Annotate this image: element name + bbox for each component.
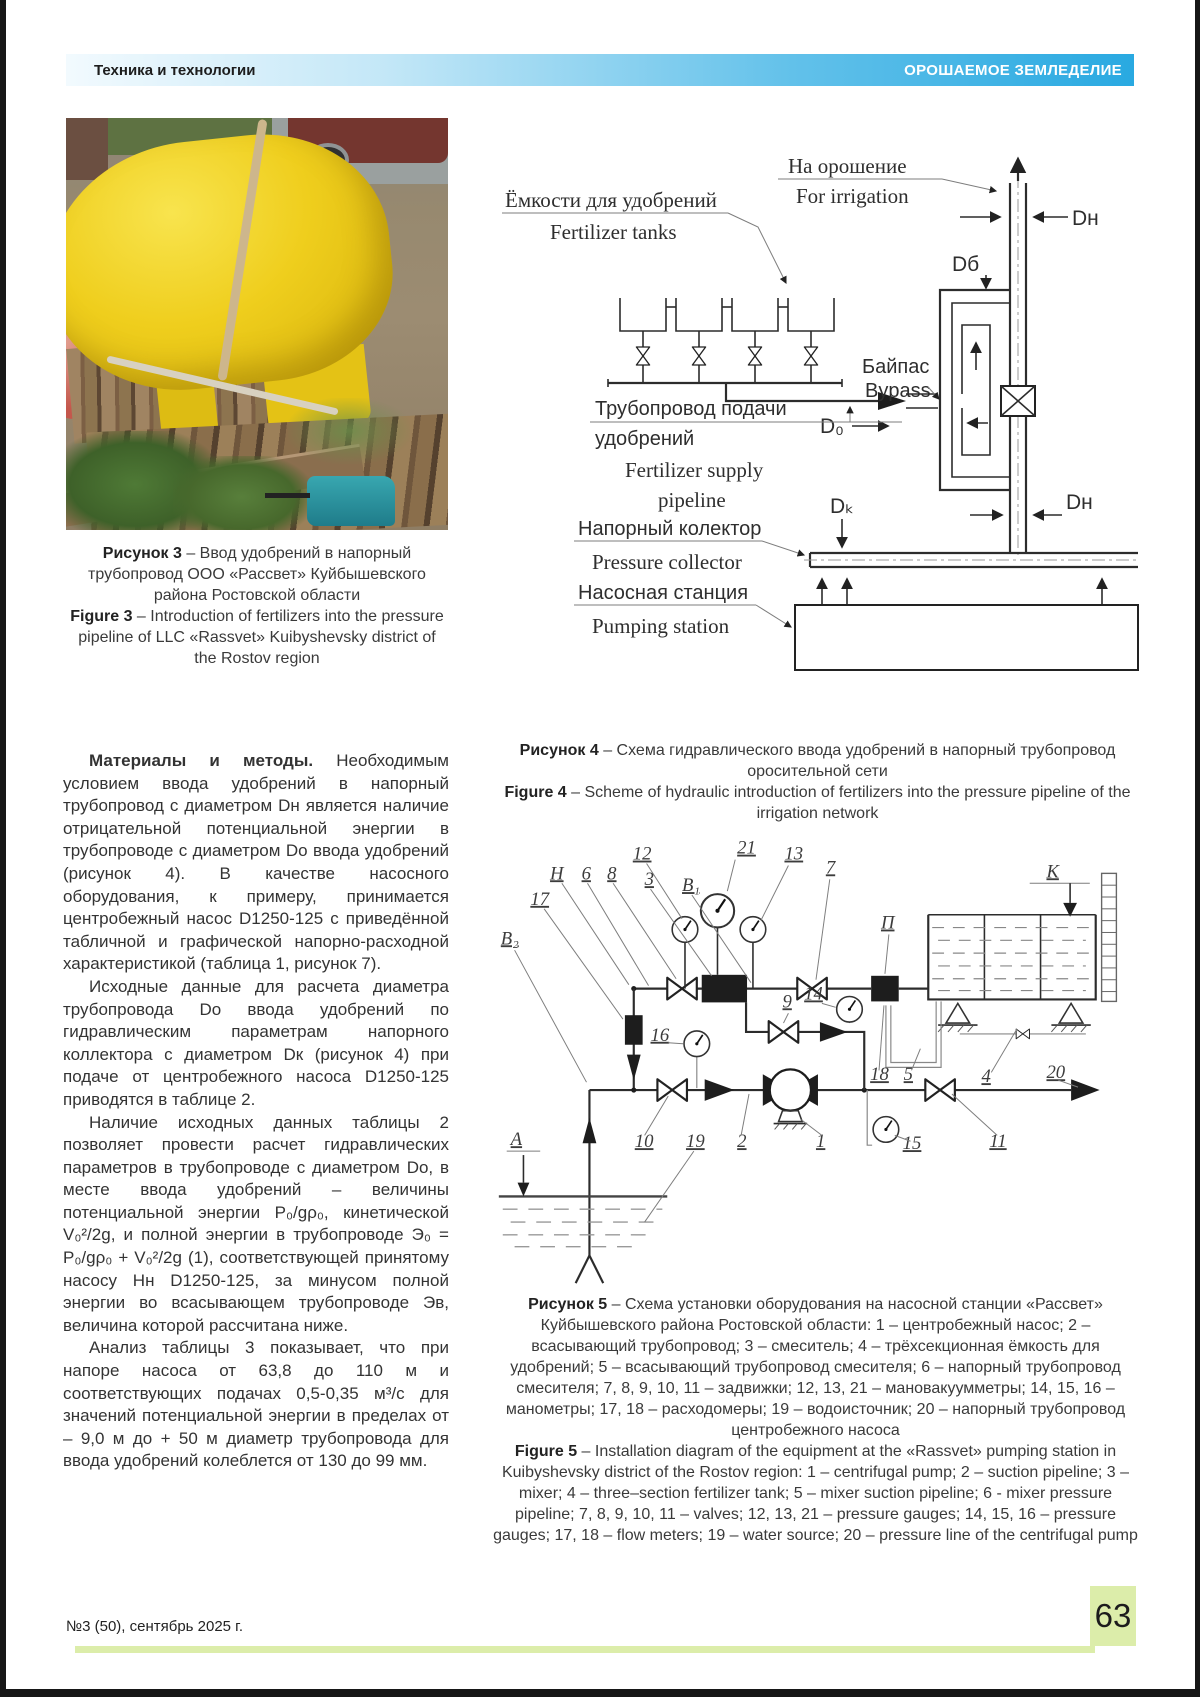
fig5-label-9: 9 bbox=[782, 991, 792, 1013]
fig5-mixer-line bbox=[631, 894, 928, 1005]
fig5-label-10: 10 bbox=[634, 1131, 654, 1153]
fig4-fertilizer-tanks bbox=[608, 298, 842, 387]
fig4-collector bbox=[795, 553, 1138, 670]
fig5-label-6: 6 bbox=[581, 863, 591, 885]
fig4-label-irrigation-ru: На орошение bbox=[788, 154, 907, 178]
fig5-label-14: 14 bbox=[804, 983, 823, 1005]
fig5-label-15: 15 bbox=[902, 1133, 922, 1155]
body-paragraph-1 bbox=[63, 750, 449, 976]
fig5-label-11: 11 bbox=[989, 1131, 1007, 1153]
header-journal-title: ОРОШАЕМОЕ ЗЕМЛЕДЕЛИЕ bbox=[904, 61, 1122, 79]
figure5-diagram bbox=[490, 832, 1140, 1290]
fig4-label-station-ru: Насосная станция bbox=[578, 582, 749, 604]
fig5-label-2: 2 bbox=[737, 1131, 747, 1153]
fig4-main-pipe bbox=[1001, 159, 1035, 559]
fig4-label-collector-ru: Напорный колектор bbox=[578, 518, 762, 540]
scan-edge-left bbox=[0, 0, 6, 1697]
footer-page-number: 63 bbox=[1090, 1586, 1136, 1646]
fig4-label-collector-en: Pressure collector bbox=[592, 550, 742, 574]
fig4-label-d0: D₀ bbox=[820, 415, 844, 438]
fig5-flowmeter-17 bbox=[625, 1015, 643, 1045]
figure5-caption-en-text: – Installation diagram of the equipment at the «Rassvet» pumping station in Kuibyshevsky district of the Rostov region: bbox=[501, 1443, 1117, 1481]
figure5-caption-ru-text: – Схема установки оборудования на насосной станции «Рассвет» Куйбышевского района Ростовской области: bbox=[540, 1296, 1103, 1334]
fig5-label-3: 3 bbox=[644, 869, 654, 891]
fig4-label-tanks-en: Fertilizer tanks bbox=[550, 220, 677, 244]
fig4-label-supply-en2: pipeline bbox=[658, 488, 726, 512]
figure5-caption-en-label: Figure 5 bbox=[514, 1443, 578, 1460]
fig5-label-17: 17 bbox=[530, 888, 550, 910]
figure4-caption-ru-text: – Схема гидравлического ввода удобрений в напорный трубопровод оросительной сети bbox=[598, 742, 1116, 780]
fig4-label-supply-ru1: Трубопровод подачи bbox=[595, 398, 787, 420]
body-paragraph-2: Исходные данные для расчета диаметра трубопровода Dо ввода удобрений по гидравлическим параметрам напорного коллектора с диаметром Dк (рисунок 4) при подаче от центробежного насоса D1250-125 приводятся в таблице 2. bbox=[63, 976, 449, 1109]
fig5-label-20: 20 bbox=[1046, 1062, 1066, 1084]
scan-edge-right bbox=[1195, 0, 1200, 1697]
fig4-pumping-station-box bbox=[795, 605, 1138, 670]
fig4-label-supply-ru2: удобрений bbox=[595, 428, 695, 450]
fig5-label-1: 1 bbox=[815, 1131, 826, 1153]
figure4-caption bbox=[495, 740, 1140, 824]
fig5-label-5: 5 bbox=[903, 1064, 914, 1086]
footer-issue: №3 (50), сентябрь 2025 г. bbox=[66, 1618, 243, 1635]
fig5-water-source bbox=[499, 1090, 667, 1283]
figure5-caption-ru-label: Рисунок 5 bbox=[528, 1296, 608, 1313]
fig5-fertilizer-tank bbox=[886, 873, 1116, 1067]
fig4-bypass-injector bbox=[940, 290, 1010, 490]
article-body bbox=[63, 750, 449, 1473]
scan-edge-bottom bbox=[0, 1689, 1200, 1697]
fig5-flowmeter-18 bbox=[871, 976, 899, 1002]
body-paragraph-4: Анализ таблицы 3 показывает, что при напоре насоса от 63,8 до 110 м и соответствующих подачах 0,5-0,35 м³/с для значений потенциальной энергии в пределах от – 9,0 м до + 50 м диаметр трубопровода для ввода удобрений колеблется от 130 до 99 мм. bbox=[63, 1338, 449, 1471]
fig5-label-12: 12 bbox=[632, 843, 652, 865]
body-p1-lead: Материалы и методы. bbox=[89, 751, 314, 770]
figure3-caption bbox=[66, 543, 448, 669]
figure3-caption-en-label: Figure 3 bbox=[70, 608, 133, 625]
figure4-caption-en-text: – Scheme of hydraulic introduction of fertilizers into the pressure pipeline of the irrigation network bbox=[566, 784, 1131, 822]
header-section-title: Техника и технологии bbox=[94, 61, 256, 79]
figure3-photo bbox=[66, 118, 448, 530]
fig4-label-tanks-ru: Ёмкости для удобрений bbox=[505, 188, 717, 212]
fig5-label-b1: В₁ bbox=[682, 875, 700, 897]
fig5-label-19: 19 bbox=[685, 1131, 705, 1153]
photo-drill bbox=[307, 476, 395, 525]
fig4-label-irrigation-en: For irrigation bbox=[796, 184, 909, 208]
fig4-label-dn-bottom: Dн bbox=[1066, 491, 1093, 514]
fig5-label-8: 8 bbox=[607, 863, 617, 885]
fig5-label-16: 16 bbox=[650, 1024, 670, 1046]
figure5-caption-en-items: 1 – centrifugal pump; 2 – suction pipeline; 3 – mixer; 4 – three–section fertilizer tank; 5 – mixer suction pipeline; 6 - mixer pressure pipeline; 7, 8, 9, 10, 11 – valves; 12, 13, 21 – pressure gauges; 14, 15, 16 – pressure gauges; 17, 18 – flow meters; 19 – water source; 20 – pressure line of the centrifugal pump bbox=[493, 1464, 1138, 1544]
fig4-label-bypass-en: Bypass bbox=[865, 380, 931, 402]
fig4-label-dk: Dₖ bbox=[830, 495, 855, 518]
figure3-caption-ru-text: – Ввод удобрений в напорный трубопровод ООО «Рассвет» Куйбышевского района Ростовской области bbox=[88, 545, 426, 604]
fig4-label-supply-en1: Fertilizer supply bbox=[625, 458, 764, 482]
figure5-caption bbox=[488, 1294, 1143, 1546]
fig5-label-4: 4 bbox=[981, 1066, 991, 1088]
fig4-label-bypass-ru: Байпас bbox=[862, 356, 930, 378]
photo-drill-bit bbox=[265, 493, 311, 498]
figure5-caption-ru-items: 1 – центробежный насос; 2 – всасывающий трубопровод; 3 – смеситель; 4 – трёхсекционная ёмкость для удобрений; 5 – всасывающий трубопровод смесителя; 6 – напорный трубопровод смесителя; 7, 8, 9, 10, 11 – задвижки; 12, 13, 21 – мановакуумметры; 14, 15, 16 – манометры; 17, 18 – расходомеры; 19 – водоисточник; 20 – напорный трубопровод центробежного насоса bbox=[505, 1317, 1126, 1439]
fig4-label-dn-top: Dн bbox=[1072, 207, 1099, 230]
fig5-label-13: 13 bbox=[784, 843, 804, 865]
fig5-label-h: Н bbox=[550, 863, 564, 885]
figure3-caption-en-text: – Introduction of fertilizers into the pressure pipeline of LLC «Rassvet» Kuibyshevsky district of the Rostov region bbox=[78, 608, 444, 667]
fig5-label-p: П bbox=[880, 912, 895, 934]
body-paragraph-3: Наличие исходных данных таблицы 2 позволяет провести расчет гидравлических параметров в трубопроводе с диаметром Dо, в месте ввода удобрений – величины потенциальной энергии P₀/gρ₀, кинетической V₀²/2g, и полной энергии в трубопроводе Э₀ = P₀/gρ₀ + V₀²/2g (1), соответствующей принятому насосу Нн D1250-125, за минусом полной энергии во всасывающем трубопроводе Эв, величина которой рассчитана ниже. bbox=[63, 1112, 449, 1335]
fig4-label-db: Dб bbox=[952, 253, 980, 276]
figure4-diagram bbox=[490, 135, 1140, 680]
fig4-label-station-en: Pumping station bbox=[592, 614, 730, 638]
fig5-label-21: 21 bbox=[737, 837, 756, 859]
figure4-caption-en-label: Figure 4 bbox=[504, 784, 567, 801]
figure3-caption-ru-label: Рисунок 3 bbox=[102, 545, 182, 562]
fig5-label-a: А bbox=[510, 1129, 523, 1151]
fig5-label-b2: В₂ bbox=[500, 928, 519, 950]
fig5-label-18: 18 bbox=[870, 1064, 889, 1086]
fig5-k-inlet bbox=[1030, 883, 1090, 916]
page-header bbox=[66, 54, 1134, 86]
figure4-caption-ru-label: Рисунок 4 bbox=[519, 742, 599, 759]
body-p1-text: Необходимым условием ввода удобрений в напорный трубопровод с диаметром Dн является наличие отрицательной потенциальной энергии в трубопроводе с диаметром Do ввода удобрений (рисунок 4). В качестве насосного оборудования, к примеру, принимается центробежный насос D1250-125 с приведённой табличной и графической напорно-расходной характеристикой (таблица 1, рисунок 7). bbox=[63, 751, 449, 974]
fig5-mixer bbox=[702, 975, 747, 1003]
footer-accent-bar bbox=[75, 1646, 1095, 1653]
fig5-label-7: 7 bbox=[825, 857, 836, 879]
photo-fence bbox=[66, 118, 108, 180]
fig5-label-k: К bbox=[1046, 861, 1059, 883]
fig5-centrifugal-pump bbox=[763, 1069, 818, 1129]
